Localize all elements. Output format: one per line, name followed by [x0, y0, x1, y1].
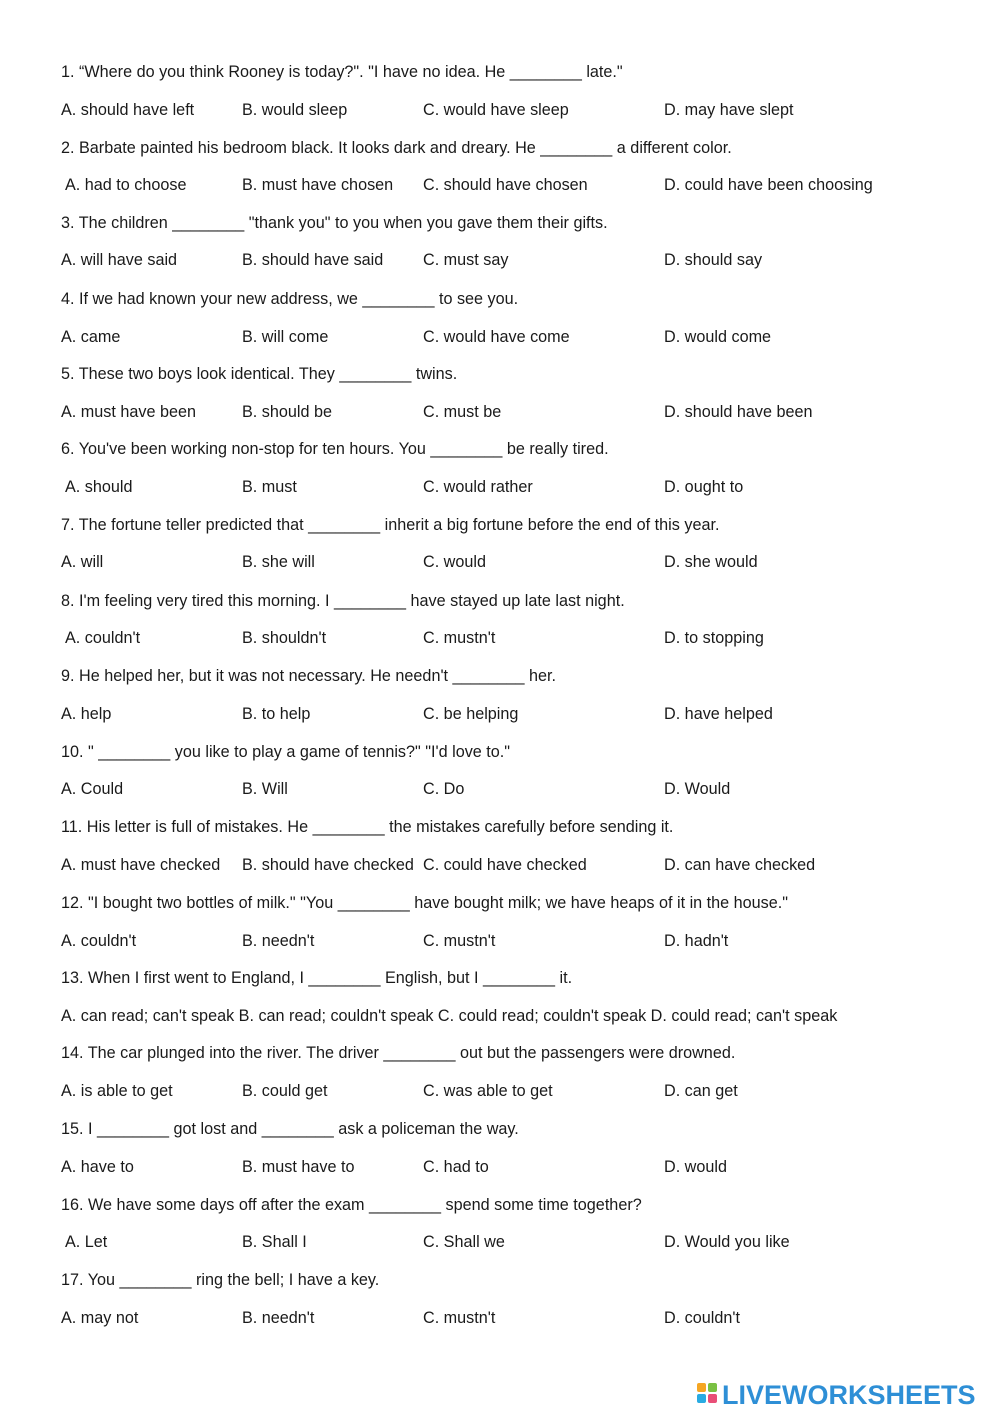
option-d[interactable]: D. Would you like [664, 1233, 790, 1251]
option-a[interactable]: A. should [65, 478, 133, 496]
option-a[interactable]: A. came [61, 328, 121, 346]
liveworksheets-logo-icon [697, 1383, 719, 1407]
option-d[interactable]: D. can have checked [664, 856, 816, 874]
option-c[interactable]: C. be helping [423, 705, 519, 723]
option-c[interactable]: C. would have sleep [423, 101, 569, 119]
question-3: 3. The children ________ "thank you" to you when you gave them their gifts. [61, 214, 608, 232]
option-a[interactable]: A. Could [61, 780, 124, 798]
question-7-options [61, 552, 961, 572]
option-a[interactable]: A. will have said [61, 251, 178, 269]
question-7: 7. The fortune teller predicted that ________ inherit a big fortune before the end of this year. [61, 516, 720, 534]
question-9-options [61, 704, 961, 724]
option-a[interactable]: A. must have been [61, 403, 196, 421]
option-d[interactable]: D. can get [664, 1082, 738, 1100]
liveworksheets-logo [697, 1380, 976, 1410]
option-c[interactable]: C. could have checked [423, 856, 587, 874]
option-c[interactable]: C. was able to get [423, 1082, 553, 1100]
question-5: 5. These two boys look identical. They ________ twins. [61, 365, 458, 383]
brand-name: LIVEWORKSHEETS [722, 1379, 976, 1410]
option-a[interactable]: A. help [61, 705, 112, 723]
option-d[interactable]: D. could have been choosing [664, 176, 873, 194]
option-b[interactable]: B. should have checked [242, 856, 414, 874]
option-b[interactable]: B. will come [242, 328, 329, 346]
option-c[interactable]: C. mustn't [423, 932, 496, 950]
question-15: 15. I ________ got lost and ________ ask a policeman the way. [61, 1120, 519, 1138]
question-2-options [61, 175, 961, 195]
option-b[interactable]: B. needn't [242, 932, 315, 950]
question-9: 9. He helped her, but it was not necessary. He needn't ________ her. [61, 667, 557, 685]
option-a[interactable]: A. had to choose [65, 176, 187, 194]
question-13-options[interactable]: A. can read; can't speak B. can read; couldn't speak C. could read; couldn't speak D. could read; can't speak [61, 1007, 838, 1025]
option-d[interactable]: D. ought to [664, 478, 744, 496]
question-8: 8. I'm feeling very tired this morning. I ________ have stayed up late last night. [61, 592, 625, 610]
option-c[interactable]: C. would rather [423, 478, 533, 496]
option-c[interactable]: C. Shall we [423, 1233, 505, 1251]
question-5-options [61, 402, 961, 422]
question-1-options [61, 100, 961, 120]
option-a[interactable]: A. couldn't [61, 932, 137, 950]
option-b[interactable]: B. would sleep [242, 101, 348, 119]
option-a[interactable]: A. couldn't [65, 629, 141, 647]
option-a[interactable]: A. should have left [61, 101, 195, 119]
option-c[interactable]: C. had to [423, 1158, 489, 1176]
option-d[interactable]: D. should say [664, 251, 763, 269]
option-d[interactable]: D. hadn't [664, 932, 729, 950]
question-16: 16. We have some days off after the exam ________ spend some time together? [61, 1196, 642, 1214]
question-14-options [61, 1081, 961, 1101]
option-d[interactable]: D. Would [664, 780, 731, 798]
option-a[interactable]: A. Let [65, 1233, 108, 1251]
option-b[interactable]: B. should have said [242, 251, 384, 269]
question-14: 14. The car plunged into the river. The driver ________ out but the passengers were drowned. [61, 1044, 736, 1062]
option-b[interactable]: B. must have to [242, 1158, 355, 1176]
question-3-options [61, 250, 961, 270]
option-b[interactable]: B. to help [242, 705, 311, 723]
question-10-options [61, 779, 961, 799]
question-17: 17. You ________ ring the bell; I have a key. [61, 1271, 380, 1289]
option-d[interactable]: D. would [664, 1158, 727, 1176]
option-d[interactable]: D. would come [664, 328, 772, 346]
option-a[interactable]: A. have to [61, 1158, 134, 1176]
option-c[interactable]: C. Do [423, 780, 465, 798]
question-4: 4. If we had known your new address, we ________ to see you. [61, 290, 519, 308]
option-d[interactable]: D. she would [664, 553, 758, 571]
option-b[interactable]: B. must [242, 478, 297, 496]
option-d[interactable]: D. should have been [664, 403, 813, 421]
option-b[interactable]: B. she will [242, 553, 315, 571]
question-12-options [61, 931, 961, 951]
question-1: 1. “Where do you think Rooney is today?". "I have no idea. He ________ late." [61, 63, 623, 81]
option-c[interactable]: C. mustn't [423, 1309, 496, 1327]
option-c[interactable]: C. would have come [423, 328, 570, 346]
question-16-options [61, 1232, 961, 1252]
option-b[interactable]: B. shouldn't [242, 629, 327, 647]
question-6: 6. You've been working non-stop for ten hours. You ________ be really tired. [61, 440, 609, 458]
option-b[interactable]: B. needn't [242, 1309, 315, 1327]
question-8-options [61, 628, 961, 648]
question-13: 13. When I first went to England, I ________ English, but I ________ it. [61, 969, 573, 987]
option-b[interactable]: B. could get [242, 1082, 328, 1100]
option-b[interactable]: B. Shall I [242, 1233, 307, 1251]
option-a[interactable]: A. must have checked [61, 856, 221, 874]
question-4-options [61, 327, 961, 347]
question-15-options [61, 1157, 961, 1177]
question-2: 2. Barbate painted his bedroom black. It looks dark and dreary. He ________ a different color. [61, 139, 732, 157]
option-a[interactable]: A. will [61, 553, 104, 571]
option-d[interactable]: D. to stopping [664, 629, 764, 647]
option-a[interactable]: A. is able to get [61, 1082, 173, 1100]
option-b[interactable]: B. must have chosen [242, 176, 394, 194]
option-c[interactable]: C. should have chosen [423, 176, 588, 194]
option-c[interactable]: C. must say [423, 251, 509, 269]
question-11: 11. His letter is full of mistakes. He ________ the mistakes carefully before sending it. [61, 818, 674, 836]
question-10: 10. " ________ you like to play a game of tennis?" "I'd love to." [61, 743, 511, 761]
question-17-options [61, 1308, 961, 1328]
question-12: 12. "I bought two bottles of milk." "You ________ have bought milk; we have heaps of it in the house." [61, 894, 789, 912]
option-a[interactable]: A. may not [61, 1309, 139, 1327]
option-c[interactable]: C. would [423, 553, 486, 571]
option-c[interactable]: C. mustn't [423, 629, 496, 647]
option-d[interactable]: D. couldn't [664, 1309, 740, 1327]
option-c[interactable]: C. must be [423, 403, 502, 421]
question-6-options [61, 477, 961, 497]
option-b[interactable]: B. Will [242, 780, 288, 798]
option-d[interactable]: D. have helped [664, 705, 773, 723]
option-b[interactable]: B. should be [242, 403, 332, 421]
option-d[interactable]: D. may have slept [664, 101, 794, 119]
question-11-options [61, 855, 961, 875]
